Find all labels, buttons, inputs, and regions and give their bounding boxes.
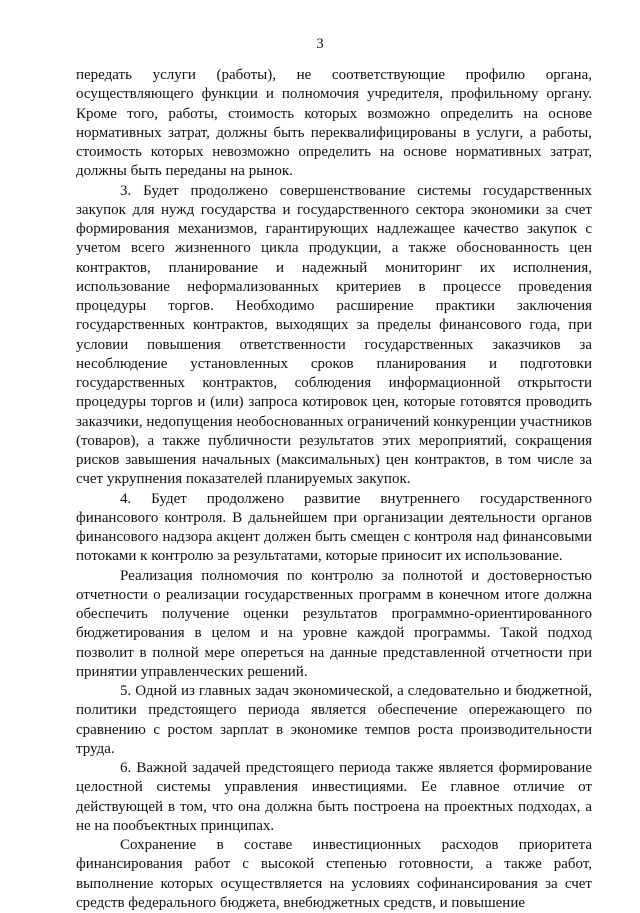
paragraph-investment-management: 6. Важной задачей предстоящего периода также является формирование целостной системы управления инвестициями. Ее главное отличие от действующей в том, что она должна быть построена на проектных подходах, а не на пообъектных принципах. (76, 760, 592, 834)
page-number: 3 (316, 36, 324, 52)
paragraph-procurement: 3. Будет продолжено совершенствование системы государственных закупок для нужд государства и государственного сектора экономики за счет формирования механизмов, гарантирующих надлежащее качество закупок с учетом всего жизненного цикла продукции, а также обоснованность цен контрактов, планирование и надежный мониторинг их исполнения, использование неформализованных критериев в процессе проведения процедуры торгов. Необходимо расширение практики заключения государственных контрактов, выходящих за пределы финансового года, при условии повышения ответственности государственных заказчиков за несоблюдение установленных сроков планирования и подготовки государственных контрактов, соблюдения информационной открытости процедуры торгов и (или) запроса котировок цен, которые готовятся проводить заказчики, недопущения необоснованных ограничений конкуренции участников (товаров), а также публичности результатов этих мероприятий, сокращения рисков завышения начальных (максимальных) цен контрактов, в том числе за счет укрупнения показателей планируемых закупок. (76, 182, 592, 488)
document-body (76, 66, 592, 913)
paragraph-continuation: передать услуги (работы), не соответствующие профилю органа, осуществляющего функции и полномочия учредителя, профильному органу. Кроме того, работы, стоимость которых возможно определить на основе нормативных затрат, должны быть переквалифицированы в услуги, а работы, стоимость которых невозможно определить на основе нормативных затрат, должны быть переданы на рынок. (76, 67, 592, 180)
paragraph-productivity: 5. Одной из главных задач экономической, а следовательно и бюджетной, политики предстоящего периода является обеспечение опережающего по сравнению с ростом зарплат в экономике темпов роста производительности труда. (76, 683, 592, 757)
paragraph-investment-priorities: Сохранение в составе инвестиционных расходов приоритета финансирования работ с высокой степенью готовности, а также работ, выполнение которых осуществляется на условиях софинансирования за счет средств федерального бюджета, внебюджетных средств, и повышение (76, 837, 592, 911)
paragraph-program-reporting: Реализация полномочия по контролю за полнотой и достоверностью отчетности о реализации государственных программ в конечном итоге должна обеспечить получение оценки результатов программно-ориентированного бюджетирования в целом и на уровне каждой программы. Такой подход позволит в полной мере опереться на данные представленной отчетности при принятии управленческих решений. (76, 567, 592, 680)
paragraph-financial-control: 4. Будет продолжено развитие внутреннего государственного финансового контроля. В дальнейшем при организации деятельности органов финансового надзора акцент должен быть смещен с контроля над финансовыми потоками к контролю за результатами, которые приносит их использование. (76, 490, 592, 565)
